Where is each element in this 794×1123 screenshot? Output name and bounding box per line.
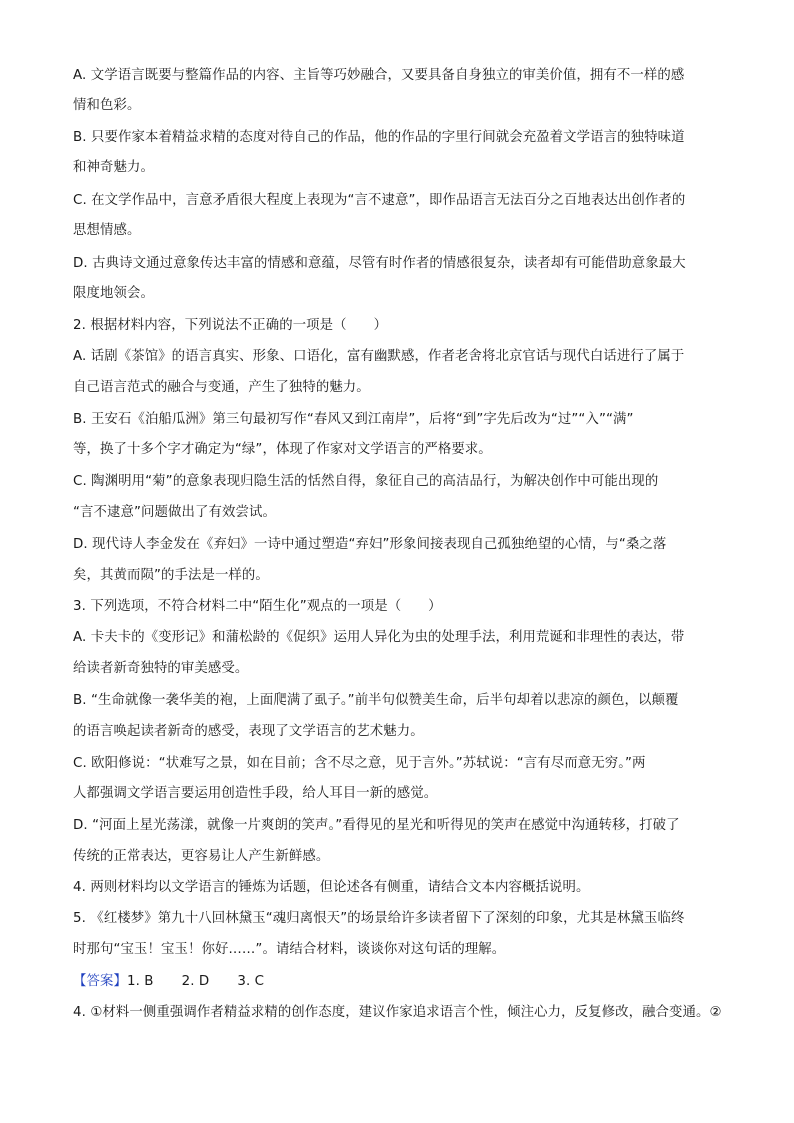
- question-5-line-2: 时那句“宝玉！宝玉！你好……”。请结合材料，谈谈你对这句话的理解。: [73, 942, 506, 957]
- answer-label: 【答案】: [73, 974, 127, 989]
- option-3a-line-1: A. 卡夫卡的《变形记》和蒲松龄的《促织》运用人异化为虫的处理手法，利用荒诞和非理性的表达，带: [73, 630, 685, 645]
- option-2a-line-1: A. 话剧《茶馆》的语言真实、形象、口语化，富有幽默感，作者老舍将北京官话与现代白话进行了属于: [73, 349, 685, 364]
- answer-explanation-line: 4. ①材料一侧重强调作者精益求精的创作态度，建议作家追求语言个性，倾注心力，反复修改，融合变通。②: [73, 1005, 722, 1020]
- option-3b-line-2: 的语言唤起读者新奇的感受，表现了文学语言的艺术魅力。: [73, 724, 424, 739]
- option-3c-line-2: 人都强调文学语言要运用创造性手段，给人耳目一新的感觉。: [73, 786, 438, 801]
- option-2a-line-2: 自己语言范式的融合与变通，产生了独特的魅力。: [73, 380, 370, 395]
- option-1b-line-2: 和神奇魅力。: [73, 160, 154, 175]
- option-2d-line-2: 矣，其黄而陨”的手法是一样的。: [73, 568, 269, 583]
- option-1b-line-1: B. 只要作家本着精益求精的态度对待自己的作品，他的作品的字里行间就会充盈着文学语言的独特味道: [73, 130, 685, 145]
- option-1d-line-1: D. 古典诗文通过意象传达丰富的情感和意蕴，尽管有时作者的情感很复杂，读者却有可能借助意象最大: [73, 256, 686, 271]
- option-2c-line-2: “言不逮意”问题做出了有效尝试。: [73, 505, 276, 520]
- option-1c-line-2: 思想情感。: [73, 223, 141, 238]
- answer-line: [73, 972, 733, 992]
- answer-item-1: 1. B: [126, 974, 154, 989]
- option-3d-line-2: 传统的正常表达，更容易让人产生新鲜感。: [73, 849, 330, 864]
- option-2b-line-1: B. 王安石《泊船瓜洲》第三句最初写作“春风又到江南岸”，后将“到”字先后改为“过”“入”“满”: [73, 412, 634, 427]
- answer-item-2: 2. D: [181, 974, 210, 989]
- question-4: 4. 两则材料均以文学语言的锤炼为话题，但论述各有侧重，请结合文本内容概括说明。: [73, 880, 590, 895]
- option-2b-line-2: 等，换了十多个字才确定为“绿”，体现了作家对文学语言的严格要求。: [73, 442, 492, 457]
- question-2: 2. 根据材料内容，下列说法不正确的一项是（ ）: [73, 318, 388, 333]
- option-3c-line-1: C. 欧阳修说：“状难写之景，如在目前；含不尽之意，见于言外。”苏轼说：“言有尽而意无穷。”两: [73, 756, 646, 771]
- option-3a-line-2: 给读者新奇独特的审美感受。: [73, 661, 249, 676]
- question-5-line-1: 5. 《红楼梦》第九十八回林黛玉“魂归离恨天”的场景给许多读者留下了深刻的印象，尤其是林黛玉临终: [73, 911, 685, 926]
- option-3d-line-1: D. “河面上星光荡漾，就像一片爽朗的笑声。”看得见的星光和听得见的笑声在感觉中沟通转移，打破了: [73, 818, 680, 833]
- option-2c-line-1: C. 陶渊明用“菊”的意象表现归隐生活的恬然自得，象征自己的高洁品行，为解决创作中可能出现的: [73, 474, 659, 489]
- option-1a-line-2: 情和色彩。: [73, 98, 141, 113]
- question-3: 3. 下列选项，不符合材料二中“陌生化”观点的一项是（ ）: [73, 599, 442, 614]
- answer-item-3: 3. C: [237, 974, 265, 989]
- option-2d-line-1: D. 现代诗人李金发在《弃妇》一诗中通过塑造“弃妇”形象间接表现自己孤独绝望的心情，与“桑之落: [73, 537, 667, 552]
- option-3b-line-1: B. “生命就像一袭华美的袍，上面爬满了虱子。”前半句似赞美生命，后半句却着以悲凉的颜色，以颠覆: [73, 693, 679, 708]
- option-1c-line-1: C. 在文学作品中，言意矛盾很大程度上表现为“言不逮意”，即作品语言无法百分之百地表达出创作者的: [73, 193, 686, 208]
- option-1a-line-1: A. 文学语言既要与整篇作品的内容、主旨等巧妙融合，又要具备自身独立的审美价值，拥有不一样的感: [73, 68, 685, 83]
- option-1d-line-2: 限度地领会。: [73, 286, 154, 301]
